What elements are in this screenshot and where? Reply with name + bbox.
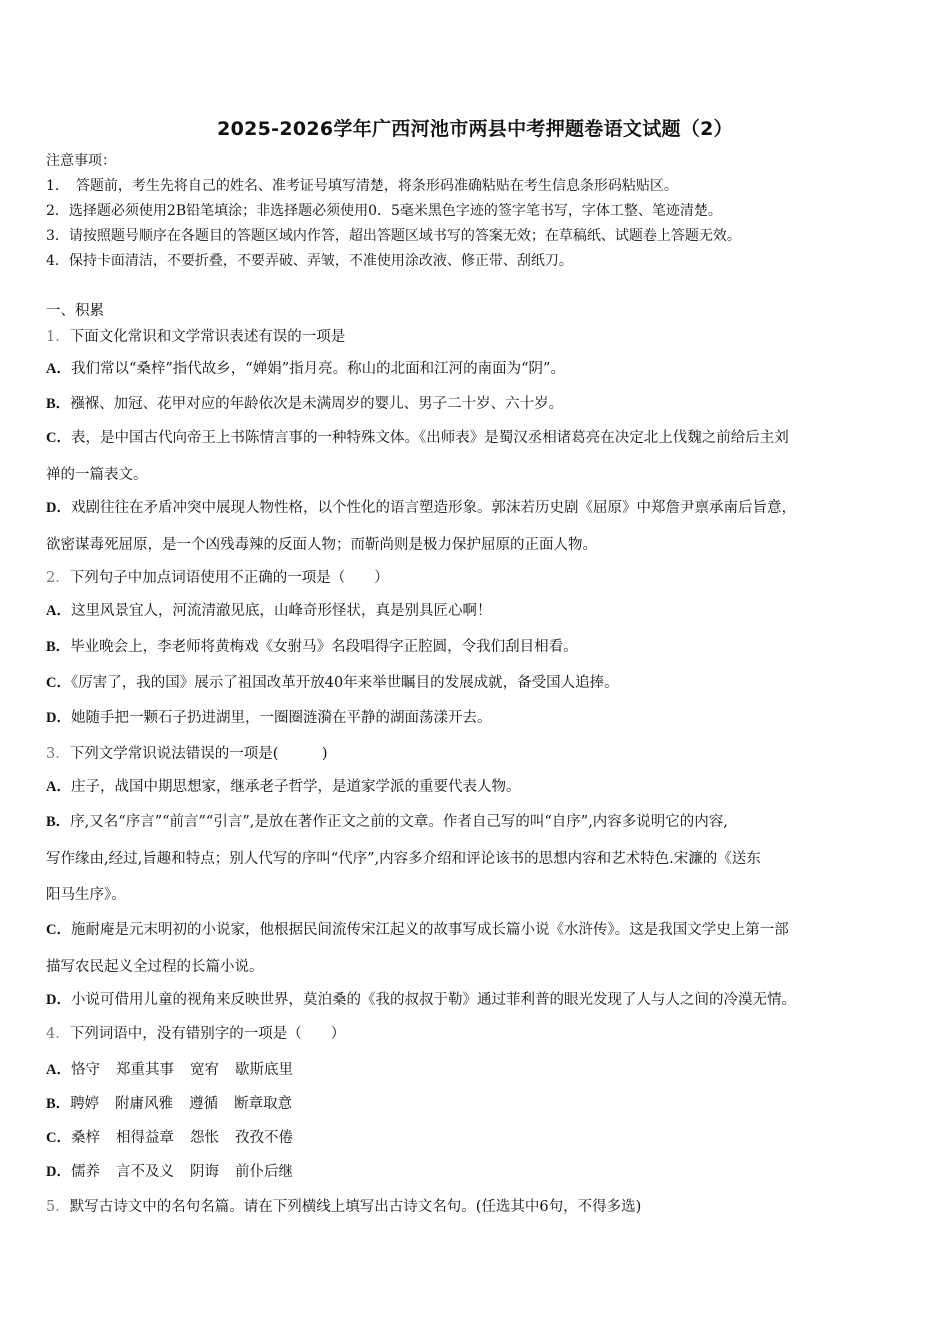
notice-item-1: 1． 答题前，考生先将自己的姓名、准考证号填写清楚，将条形码准确粘贴在考生信息条形码粘贴区。 bbox=[46, 178, 678, 194]
option-label: B． bbox=[46, 639, 71, 655]
question-text: 下列文学常识说法错误的一项是( ) bbox=[69, 746, 328, 762]
word: 言不及义 bbox=[115, 1164, 174, 1180]
option-label: A． bbox=[46, 1062, 71, 1078]
q4-option-a bbox=[46, 1061, 293, 1079]
q4-option-b bbox=[46, 1095, 292, 1113]
question-number: 5． bbox=[46, 1199, 70, 1215]
option-text: 施耐庵是元末明初的小说家，他根据民间流传宋江起义的故事写成长篇小说《水浒传》。这是我国文学史上第一部 bbox=[70, 922, 789, 938]
q3-option-b-cont-2: 阳马生序》。 bbox=[46, 887, 126, 903]
question-text: 下列词语中，没有错别字的一项是（ ） bbox=[69, 1026, 346, 1042]
question-text: 默写古诗文中的名句名篇。请在下列横线上填写出古诗文名句。(任选其中6句，不得多选) bbox=[69, 1199, 642, 1215]
option-text: 这里风景宜人，河流清澈见底，山峰奇形怪状，真是别具匠心啊！ bbox=[70, 603, 492, 619]
question-text: 下列句子中加点词语使用不正确的一项是（ ） bbox=[69, 570, 389, 586]
option-label: D． bbox=[46, 992, 71, 1008]
q2-option-a bbox=[46, 602, 491, 620]
q1-option-c-cont: 禅的一篇表文。 bbox=[46, 467, 148, 483]
q3-option-d bbox=[46, 991, 796, 1009]
option-label: A． bbox=[46, 603, 71, 619]
word: 恪守 bbox=[70, 1062, 100, 1078]
notice-item-3: 3．请按照题号顺序在各题目的答题区域内作答，超出答题区域书写的答案无效；在草稿纸、试题卷上答题无效。 bbox=[46, 228, 741, 244]
section-heading: 一、积累 bbox=[46, 303, 104, 319]
q1-option-d-cont: 欲密谋毒死屈原，是一个凶残毒辣的反面人物；而靳尚则是极力保护屈原的正面人物。 bbox=[46, 537, 597, 553]
option-text: 序,又名“序言”“前言”“引言”,是放在著作正文之前的文章。作者自己写的叫“自序”,内容多说明它的内容, bbox=[70, 814, 728, 830]
word: 宽宥 bbox=[189, 1062, 219, 1078]
option-text: 庄子，战国中期思想家，继承老子哲学，是道家学派的重要代表人物。 bbox=[70, 779, 521, 795]
word: 阴诲 bbox=[189, 1164, 219, 1180]
q3-option-a bbox=[46, 778, 520, 796]
question-1-stem bbox=[46, 328, 345, 346]
option-text: 她随手把一颗石子扔进湖里，一圈圈涟漪在平静的湖面荡漾开去。 bbox=[70, 710, 492, 726]
option-label: C． bbox=[46, 675, 71, 691]
option-label: D． bbox=[46, 1164, 71, 1180]
option-text: 戏剧往往在矛盾冲突中展现人物性格，以个性化的语言塑造形象。郭沫若历史剧《屈原》中郑詹尹禀承南后旨意， bbox=[70, 500, 796, 516]
q2-option-b bbox=[46, 638, 578, 656]
word: 郑重其事 bbox=[115, 1062, 174, 1078]
word: 断章取意 bbox=[234, 1096, 293, 1112]
option-text: 襁褓、加冠、花甲对应的年龄依次是未满周岁的婴儿、男子二十岁、六十岁。 bbox=[70, 396, 564, 412]
q2-option-d bbox=[46, 709, 491, 727]
word: 儒养 bbox=[70, 1164, 100, 1180]
option-label: C． bbox=[46, 922, 71, 938]
question-number: 2． bbox=[46, 570, 70, 586]
option-text: 表，是中国古代向帝王上书陈情言事的一种特殊文体。《出师表》是蜀汉丞相诸葛亮在决定北上伐魏之前给后主刘 bbox=[70, 430, 789, 446]
option-label: C． bbox=[46, 430, 71, 446]
option-text: 毕业晚会上，李老师将黄梅戏《女驸马》名段唱得字正腔圆，令我们刮目相看。 bbox=[70, 639, 578, 655]
option-text: 小说可借用儿童的视角来反映世界，莫泊桑的《我的叔叔于勒》通过菲利普的眼光发现了人与人之间的冷漠无情。 bbox=[70, 992, 796, 1008]
option-label: B． bbox=[46, 396, 71, 412]
q4-option-d bbox=[46, 1163, 293, 1181]
word: 遵循 bbox=[189, 1096, 219, 1112]
option-label: A． bbox=[46, 779, 71, 795]
notice-item-4: 4．保持卡面清洁，不要折叠，不要弄破、弄皱，不准使用涂改液、修正带、刮纸刀。 bbox=[46, 253, 573, 269]
word: 孜孜不倦 bbox=[234, 1130, 293, 1146]
question-3-stem bbox=[46, 745, 328, 763]
q3-option-c-cont: 描写农民起义全过程的长篇小说。 bbox=[46, 959, 264, 975]
document-title: 2025-2026学年广西河池市两县中考押题卷语文试题（2） bbox=[217, 118, 733, 140]
word: 桑梓 bbox=[70, 1130, 100, 1146]
q1-option-c bbox=[46, 429, 789, 447]
q3-option-c bbox=[46, 921, 789, 939]
notice-item-2: 2．选择题必须使用2B铅笔填涂；非选择题必须使用0．5毫米黑色字迹的签字笔书写，字体工整、笔迹清楚。 bbox=[46, 203, 722, 219]
option-label: A． bbox=[46, 361, 71, 377]
notice-heading: 注意事项： bbox=[46, 153, 116, 169]
q3-option-b bbox=[46, 813, 728, 831]
question-number: 3． bbox=[46, 746, 70, 762]
q1-option-b bbox=[46, 395, 563, 413]
option-label: D． bbox=[46, 710, 71, 726]
word: 相得益章 bbox=[115, 1130, 174, 1146]
word: 歇斯底里 bbox=[234, 1062, 293, 1078]
q1-option-d bbox=[46, 499, 796, 517]
q1-option-a bbox=[46, 360, 565, 378]
question-2-stem bbox=[46, 569, 389, 587]
option-label: C． bbox=[46, 1130, 71, 1146]
word: 前仆后继 bbox=[234, 1164, 293, 1180]
word: 附庸风雅 bbox=[115, 1096, 174, 1112]
word: 怨怅 bbox=[189, 1130, 219, 1146]
question-text: 下面文化常识和文学常识表述有误的一项是 bbox=[69, 329, 346, 345]
option-label: D． bbox=[46, 500, 71, 516]
question-4-stem bbox=[46, 1025, 345, 1043]
question-number: 4． bbox=[46, 1026, 70, 1042]
option-label: B． bbox=[46, 814, 71, 830]
question-number: 1． bbox=[46, 329, 70, 345]
option-text: 《厉害了，我的国》展示了祖国改革开放40年来举世瞩目的发展成就，备受国人追捧。 bbox=[70, 675, 619, 691]
q4-option-c bbox=[46, 1129, 293, 1147]
question-5-stem bbox=[46, 1198, 641, 1216]
q2-option-c bbox=[46, 674, 619, 692]
word: 聘婷 bbox=[70, 1096, 100, 1112]
option-label: B． bbox=[46, 1096, 71, 1112]
option-text: 我们常以“桑梓”指代故乡，“婵娟”指月亮。称山的北面和江河的南面为“阴”。 bbox=[70, 361, 565, 377]
q3-option-b-cont-1: 写作缘由,经过,旨趣和特点；别人代写的序叫“代序”,内容多介绍和评论该书的思想内容和艺术特色.宋濂的《送东 bbox=[46, 851, 761, 867]
